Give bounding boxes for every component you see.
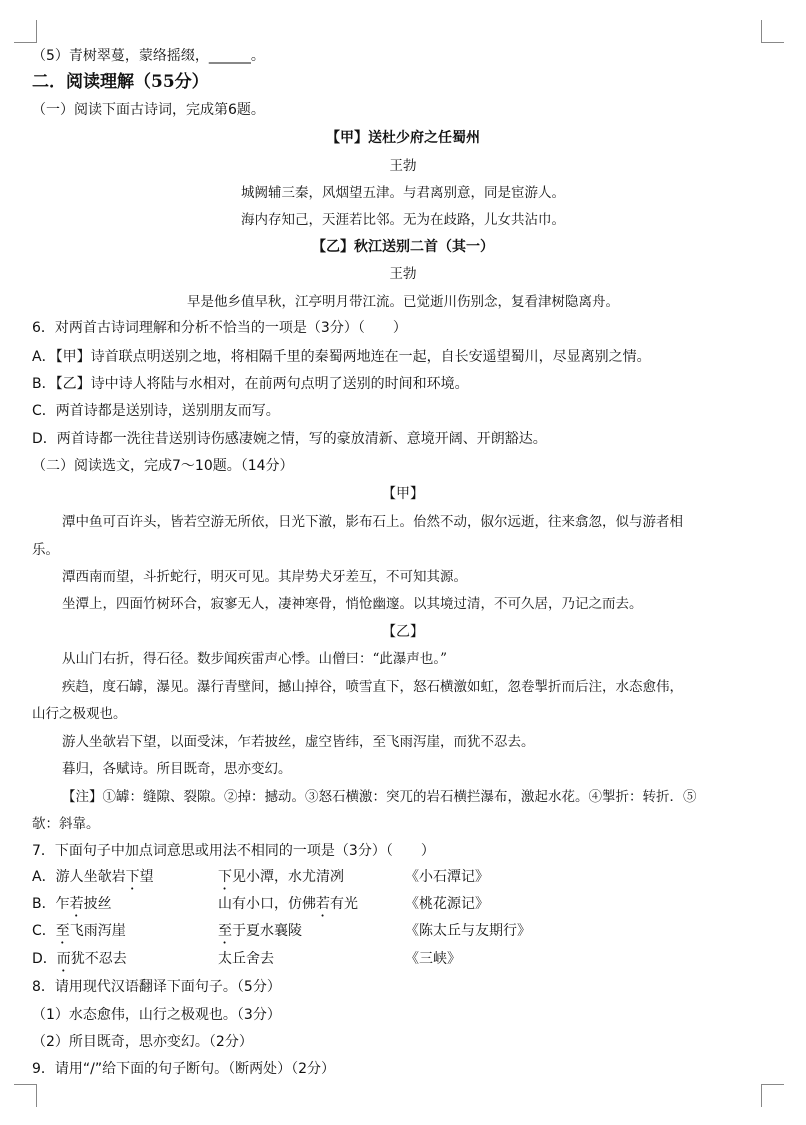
poem-a-line-1: 城阙辅三秦，风烟望五津。与君离别意，同是宦游人。 [241, 185, 565, 201]
poem-a-author: 王勃 [389, 158, 417, 174]
text-b-para-4: 暮归，各赋诗。所目既奇，思亦变幻。 [62, 761, 292, 777]
text-a-title: 【甲】 [382, 486, 424, 502]
section-2-heading: 二．阅读理解（55分） [32, 72, 209, 92]
question-7-option-d: D．而犹不忍去 太丘舍去 《三峡》 [32, 951, 461, 967]
question-6-option-b: B．【乙】诗中诗人将陆与水相对，在前两句点明了送别的时间和环境。 [32, 376, 469, 392]
source: 《小石潭记》 [405, 869, 489, 885]
text-a-para-1: 潭中鱼可百许头，皆若空游无所依，日光下澈，影布石上。佁然不动，俶尔远逝，往来翕忽，似与游者相 [62, 514, 683, 530]
part-2-instruction: （二）阅读选文，完成7～10题。（14分） [32, 458, 294, 474]
question-6-option-a: A．【甲】诗首联点明送别之地，将相隔千里的秦蜀两地连在一起，自长安遥望蜀川，尽显离别之情。 [32, 349, 651, 365]
crop-mark-bottom-left [14, 1084, 37, 1107]
poem-a-line-2: 海内存知己，天涯若比邻。无为在歧路，儿女共沾巾。 [241, 212, 565, 228]
source: 《三峡》 [405, 951, 461, 967]
question-7-option-c: C．至飞雨泻崖 至于夏水襄陵 《陈太丘与友期行》 [32, 923, 531, 939]
question-7-stem: 7．下面句子中加点词意思或用法不相同的一项是（3分）（ ） [32, 843, 435, 859]
question-5: （5）青树翠蔓，蒙络摇缀，______。 [32, 48, 265, 64]
dotted-word: 若 [69, 896, 84, 912]
poem-a-title: 【甲】送杜少府之任蜀州 [326, 130, 480, 146]
question-6-option-c: C．两首诗都是送别诗，送别朋友而写。 [32, 403, 280, 419]
poem-b-line-1: 早是他乡值早秋，江亭明月带江流。已觉逝川伤别念，复看津树隐离舟。 [187, 294, 619, 310]
text-b-para-2: 疾趋，度石罅，瀑见。瀑行青壁间，撼山掉谷，喷雪直下，怒石横激如虹，忽卷掣折而后注，水态愈伟， [62, 679, 683, 695]
dotted-word: 至 [218, 923, 232, 939]
question-6-option-d: D．两首诗都一洗往昔送别诗伤感凄婉之情，写的豪放清新、意境开阔、开朗豁达。 [32, 431, 547, 447]
text-a-para-2: 潭西南而望，斗折蛇行，明灭可见。其岸势犬牙差互，不可知其源。 [62, 569, 467, 585]
question-7-option-a: A．游人坐欹岩下望 下见小潭，水尤清冽 《小石潭记》 [32, 869, 489, 885]
dotted-word: 下 [125, 869, 140, 885]
text-b-para-1: 从山门右折，得石径。数步闻疾雷声心悸。山僧曰：“此瀑声也。” [62, 651, 448, 667]
question-6-stem: 6．对两首古诗词理解和分析不恰当的一项是（3分）（ ） [32, 320, 407, 336]
text-a-para-3: 坐潭上，四面竹树环合，寂寥无人，凄神寒骨，悄怆幽邃。以其境过清，不可久居，乃记之而去。 [62, 596, 643, 612]
dotted-word: 而 [56, 951, 71, 967]
poem-b-author: 王勃 [389, 266, 417, 282]
part-1-instruction: （一）阅读下面古诗词，完成第6题。 [32, 102, 265, 118]
question-7-option-b: B．乍若披丝 山有小口，仿佛若有光 《桃花源记》 [32, 896, 489, 912]
dotted-word: 至 [55, 923, 70, 939]
question-8-stem: 8．请用现代汉语翻译下面句子。（5分） [32, 979, 281, 995]
text-b-note-cont: 欹：斜靠。 [32, 816, 100, 832]
question-8-sub-1: （1）水态愈伟，山行之极观也。（3分） [32, 1007, 281, 1023]
dotted-word: 下 [218, 869, 232, 885]
text-b-para-3: 游人坐欹岩下望，以面受沫，乍若披丝，虚空皆纬，至飞雨泻崖，而犹不忍去。 [62, 734, 535, 750]
text-a-para-1-cont: 乐。 [32, 542, 59, 558]
text-b-note: 【注】①罅：缝隙、裂隙。②掉：撼动。③怒石横激：突兀的岩石横拦瀑布，激起水花。④掣折：转折．⑤ [62, 789, 697, 805]
question-8-sub-2: （2）所目既奇，思亦变幻。（2分） [32, 1034, 253, 1050]
crop-mark-bottom-right [761, 1084, 784, 1107]
source: 《陈太丘与友期行》 [405, 923, 531, 939]
question-9-stem: 9．请用“/”给下面的句子断句。（断两处）（2分） [32, 1061, 336, 1077]
crop-mark-top-right [761, 20, 784, 43]
source: 《桃花源记》 [405, 896, 489, 912]
dotted-word: 若 [316, 896, 330, 912]
crop-mark-top-left [14, 20, 37, 43]
text-b-para-2-cont: 山行之极观也。 [32, 706, 127, 722]
text-b-title: 【乙】 [382, 624, 424, 640]
poem-b-title: 【乙】秋江送别二首（其一） [312, 239, 494, 255]
